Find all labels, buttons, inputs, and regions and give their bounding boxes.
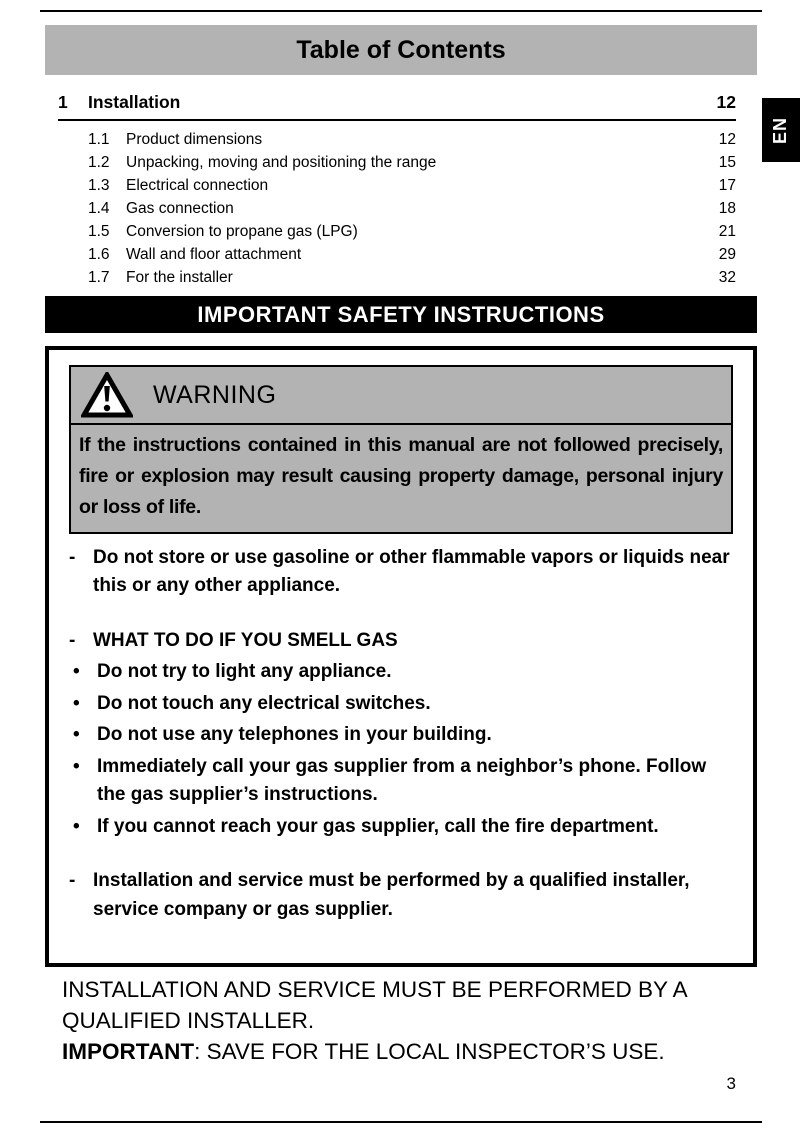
toc-item-list [58,121,736,300]
footer-important-rest: : SAVE FOR THE LOCAL INSPECTOR’S USE. [194,1039,665,1064]
bullet-marker: • [73,815,80,837]
toc-item-label: Conversion to propane gas (LPG) [126,223,358,240]
bullet-marker: • [73,755,80,777]
table-of-contents [58,92,736,300]
toc-item-number: 1.7 [88,269,110,286]
toc-item-number: 1.6 [88,246,110,263]
toc-title-bar [45,25,757,75]
toc-item [88,220,736,243]
toc-item-label: Wall and floor attachment [126,246,302,263]
warning-header [71,367,731,425]
safety-item-text: Immediately call your gas supplier from a neighbor’s phone. Follow the gas supplier’s instructions. [97,755,707,806]
safety-item-text: If you cannot reach your gas supplier, call the fire department. [97,815,659,837]
toc-item [88,197,736,220]
footer-important-label: IMPORTANT [62,1039,195,1064]
footer-installer-note: INSTALLATION AND SERVICE MUST BE PERFORMED BY A QUALIFIED INSTALLER. [62,977,687,1033]
toc-item-label: For the installer [126,269,233,286]
toc-item [88,243,736,266]
toc-item-page: 17 [718,177,736,194]
safety-item-text: Do not touch any electrical switches. [97,692,431,714]
toc-item-page: 32 [718,269,736,286]
footer-important-note [62,1036,742,1067]
safety-item-text: Do not store or use gasoline or other flammable vapors or liquids near this or any other appliance. [93,546,730,597]
language-tab [762,98,800,162]
toc-item-page: 12 [718,131,736,148]
safety-list-item [69,813,733,842]
toc-item-label: Product dimensions [126,131,263,148]
dash-marker: - [69,870,76,892]
safety-item-text: Installation and service must be performed by a qualified installer, service company or gas supplier. [93,870,690,920]
toc-item-page: 15 [718,154,736,171]
toc-chapter-row [58,92,736,121]
dash-marker: - [69,546,76,568]
toc-item-number: 1.3 [88,177,110,194]
toc-item [88,151,736,174]
toc-item [88,128,736,151]
toc-title: Table of Contents [296,35,506,64]
warning-title: WARNING [153,380,277,409]
toc-chapter-number: 1 [58,92,68,112]
safety-instructions-box [45,346,757,967]
language-tab-label: EN [770,116,791,144]
bullet-marker: • [73,661,80,683]
toc-item-number: 1.4 [88,200,110,217]
safety-banner-title: IMPORTANT SAFETY INSTRUCTIONS [197,301,605,327]
toc-item-number: 1.1 [88,131,110,148]
safety-list-item [69,721,733,750]
safety-item-text: Do not try to light any appliance. [97,661,392,683]
safety-list-item [69,690,733,719]
top-rule [40,10,762,12]
toc-item [88,174,736,197]
safety-list-item [69,753,733,810]
toc-chapter-label: Installation [88,92,181,112]
toc-item-label: Electrical connection [126,177,269,194]
toc-item-label: Gas connection [126,200,234,217]
toc-item [88,266,736,289]
toc-item-page: 18 [718,200,736,217]
toc-item-label: Unpacking, moving and positioning the range [126,154,437,171]
toc-item-number: 1.2 [88,154,110,171]
bullet-marker: • [73,692,80,714]
toc-item-page: 21 [718,223,736,240]
safety-item-text: WHAT TO DO IF YOU SMELL GAS [93,629,398,651]
safety-list-item [69,544,733,601]
warning-triangle-icon [81,372,133,418]
safety-list-item [69,867,733,924]
safety-list-item [69,627,733,656]
page-number: 3 [726,1074,736,1093]
safety-list-item [69,658,733,687]
safety-list [69,544,733,925]
safety-item-text: Do not use any telephones in your building. [97,724,492,746]
safety-banner [45,296,757,333]
toc-item-number: 1.5 [88,223,110,240]
toc-chapter-page: 12 [716,92,736,112]
bullet-marker: • [73,724,80,746]
toc-item-page: 29 [718,246,736,263]
safety-footer [62,974,742,1067]
bottom-rule [40,1121,762,1123]
warning-block [69,365,733,534]
dash-marker: - [69,629,76,651]
warning-text: If the instructions contained in this manual are not followed precisely, fire or explosion may result causing property damage, personal injury or loss of life. [79,434,723,519]
